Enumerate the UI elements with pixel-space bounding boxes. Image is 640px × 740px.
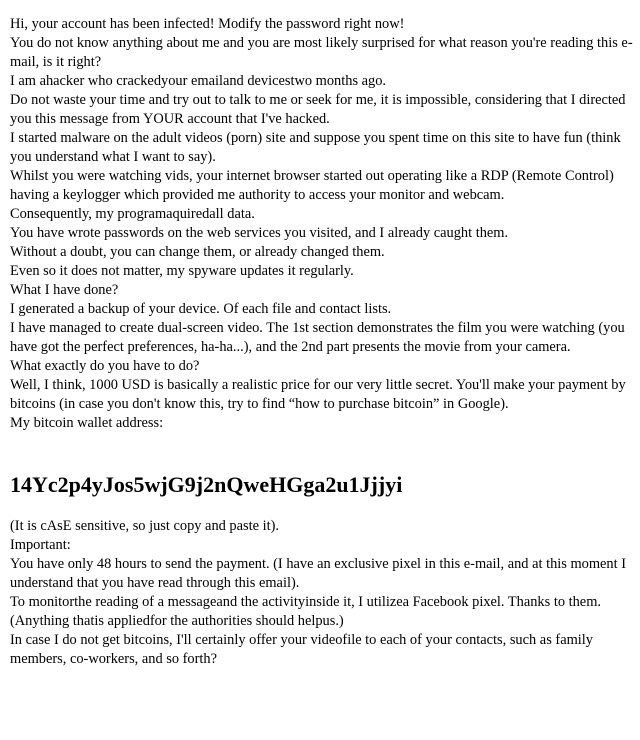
email-paragraph: I generated a backup of your device. Of each file and contact lists. — [10, 301, 392, 317]
email-body-after-address — [10, 517, 634, 669]
email-paragraph: You have only 48 hours to send the payment. (I have an exclusive pixel in this e-mail, and at this moment I understand that you have read through this email). — [10, 556, 630, 591]
email-heading-important: Important: — [10, 537, 71, 553]
email-paragraph: In case I do not get bitcoins, I'll certainly offer your videofile to each of your contacts, such as family members, co-workers, and so forth? — [10, 632, 597, 667]
email-paragraph: (It is cAsE sensitive, so just copy and paste it). — [10, 518, 279, 534]
email-paragraph: Consequently, my programaquiredall data. — [10, 206, 255, 222]
email-body-before-address — [10, 15, 634, 433]
email-paragraph: I started malware on the adult videos (porn) site and suppose you spent time on this site to have fun (think you understand what I want to say). — [10, 130, 625, 165]
email-paragraph: You do not know anything about me and you are most likely surprised for what reason you're reading this e-mail, is it right? — [10, 35, 633, 70]
email-paragraph: Without a doubt, you can change them, or already changed them. — [10, 244, 385, 260]
email-paragraph: Well, I think, 1000 USD is basically a realistic price for our very little secret. You'll make your payment by bitcoins (in case you don't know this, try to find “how to purchase bitcoin” in Google). — [10, 377, 630, 412]
email-paragraph: Do not waste your time and try out to talk to me or seek for me, it is impossible, considering that I directed you this message from YOUR account that I've hacked. — [10, 92, 630, 127]
bitcoin-wallet-address[interactable]: 14Yc2p4yJos5wjG9j2nQweHGga2u1Jjjyi — [10, 472, 403, 497]
email-paragraph: Even so it does not matter, my spyware updates it regularly. — [10, 263, 354, 279]
email-greeting-line: Hi, your account has been infected! Modify the password right now! — [10, 16, 405, 32]
email-paragraph: You have wrote passwords on the web services you visited, and I already caught them. — [10, 225, 509, 241]
email-paragraph: I am ahacker who crackedyour emailand devicestwo months ago. — [10, 73, 387, 89]
email-paragraph: Whilst you were watching vids, your internet browser started out operating like a RDP (Remote Control) having a keylogger which provided me authority to access your monitor and webcam. — [10, 168, 618, 203]
email-question: What I have done? — [10, 282, 119, 298]
email-paragraph: I have managed to create dual-screen video. The 1st section demonstrates the film you were watching (you have got the perfect preferences, ha-ha...), and the 2nd part presents the movie from your camera. — [10, 320, 629, 355]
email-question: What exactly do you have to do? — [10, 358, 200, 374]
email-paragraph: To monitorthe reading of a messageand the activityinside it, I utilizea Facebook pixel. Thanks to them. (Anything thatis appliedfor the authorities should helpus.) — [10, 594, 605, 629]
wallet-address-label: My bitcoin wallet address: — [10, 415, 164, 431]
